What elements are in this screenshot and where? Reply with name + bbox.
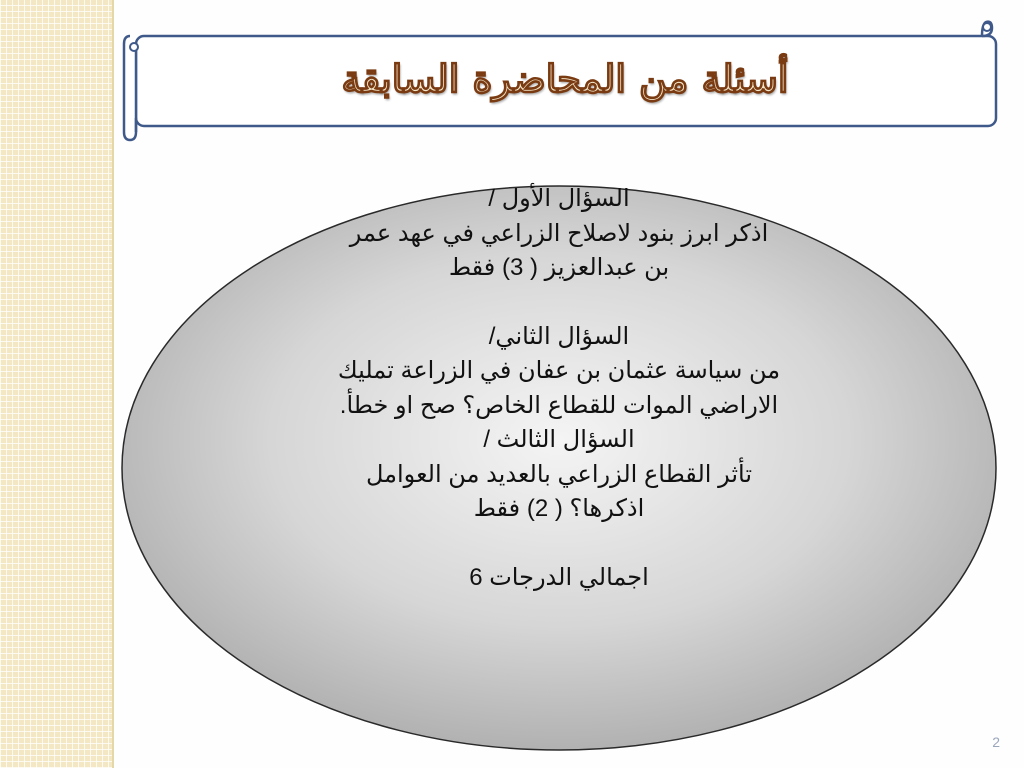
- question-1-line-2: بن عبدالعزيز ( 3) فقط: [448, 254, 670, 281]
- question-1-line-1: اذكر ابرز بنود لاصلاح الزراعي في عهد عمر: [349, 219, 769, 247]
- decorative-side-strip: [0, 0, 112, 768]
- spacer: [200, 527, 918, 561]
- question-1-heading: السؤال الأول /: [488, 185, 630, 212]
- questions-text: [200, 182, 918, 595]
- page-number: 2: [992, 734, 1000, 750]
- question-3-line-2: اذكرها؟ ( 2) فقط: [473, 495, 645, 522]
- question-2-line-2: الاراضي الموات للقطاع الخاص؟ صح او خطأ.: [339, 391, 779, 419]
- spacer: [200, 286, 918, 320]
- question-2-heading: السؤال الثاني/: [488, 322, 630, 350]
- question-2-line-1: من سياسة عثمان بن عفان في الزراعة تمليك: [337, 357, 781, 384]
- question-3-line-1: تأثر القطاع الزراعي بالعديد من العوامل: [365, 460, 753, 488]
- slide-title: أسئلة من المحاضرة السابقة: [341, 55, 789, 101]
- question-3-heading: السؤال الثالث /: [483, 426, 635, 453]
- total-marks: اجمالي الدرجات 6: [469, 563, 649, 591]
